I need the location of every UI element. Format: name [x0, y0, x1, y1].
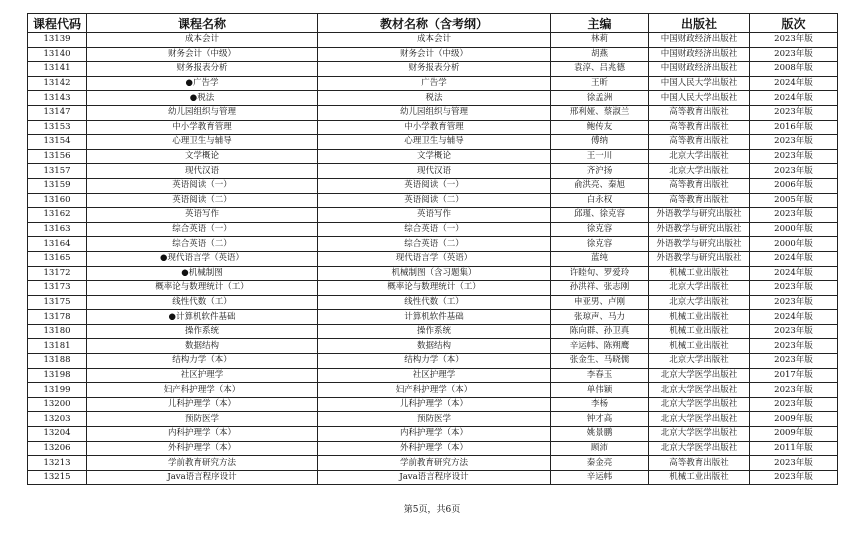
table-row — [28, 105, 838, 120]
cell-course-name: 操作系统 — [87, 324, 318, 339]
cell-course-name: 学前教育研究方法 — [87, 456, 318, 471]
cell-textbook-name: 儿科护理学（本） — [318, 397, 551, 412]
table-row — [28, 295, 838, 310]
cell-publisher: 高等教育出版社 — [649, 105, 750, 120]
cell-publisher: 高等教育出版社 — [649, 178, 750, 193]
cell-textbook-name: 学前教育研究方法 — [318, 456, 551, 471]
table-row — [28, 310, 838, 325]
cell-publisher: 北京大学医学出版社 — [649, 441, 750, 456]
cell-course-name: 数据结构 — [87, 339, 318, 354]
cell-course-code: 13215 — [28, 470, 87, 485]
cell-course-name: ●广告学 — [87, 76, 318, 91]
cell-publisher: 北京大学医学出版社 — [649, 412, 750, 427]
cell-edition: 2023年版 — [750, 470, 838, 485]
cell-publisher: 北京大学医学出版社 — [649, 368, 750, 383]
cell-course-code: 13206 — [28, 441, 87, 456]
cell-editor: 白永权 — [551, 193, 649, 208]
cell-course-code: 13180 — [28, 324, 87, 339]
cell-textbook-name: 成本会计 — [318, 33, 551, 48]
table-header-row — [28, 14, 838, 33]
cell-edition: 2008年版 — [750, 62, 838, 77]
cell-edition: 2023年版 — [750, 324, 838, 339]
cell-editor: 张金生、马晓儒 — [551, 354, 649, 369]
cell-editor: 胡燕 — [551, 47, 649, 62]
cell-course-name: 心理卫生与辅导 — [87, 135, 318, 150]
cell-editor: 林莉 — [551, 33, 649, 48]
cell-course-code: 13213 — [28, 456, 87, 471]
cell-edition: 2000年版 — [750, 222, 838, 237]
cell-editor: 邢利娅、蔡淑兰 — [551, 105, 649, 120]
cell-course-name: 中小学教育管理 — [87, 120, 318, 135]
cell-edition: 2023年版 — [750, 135, 838, 150]
header-editor: 主编 — [551, 14, 649, 33]
cell-textbook-name: 幼儿园组织与管理 — [318, 105, 551, 120]
cell-textbook-name: 外科护理学（本） — [318, 441, 551, 456]
table-row — [28, 427, 838, 442]
table-row — [28, 164, 838, 179]
table-row — [28, 47, 838, 62]
cell-publisher: 高等教育出版社 — [649, 135, 750, 150]
cell-edition: 2023年版 — [750, 33, 838, 48]
cell-editor: 傅纳 — [551, 135, 649, 150]
table-row — [28, 76, 838, 91]
cell-course-code: 13198 — [28, 368, 87, 383]
cell-edition: 2023年版 — [750, 208, 838, 223]
cell-textbook-name: 财务报表分析 — [318, 62, 551, 77]
cell-textbook-name: 结构力学（本） — [318, 354, 551, 369]
table-row — [28, 456, 838, 471]
cell-course-name: 幼儿园组织与管理 — [87, 105, 318, 120]
table-row — [28, 178, 838, 193]
cell-editor: 徐孟洲 — [551, 91, 649, 106]
cell-editor: 袁淳、吕兆德 — [551, 62, 649, 77]
cell-course-name: 成本会计 — [87, 33, 318, 48]
cell-course-code: 13160 — [28, 193, 87, 208]
document-page — [27, 13, 837, 485]
cell-course-code: 13147 — [28, 105, 87, 120]
cell-publisher: 北京大学医学出版社 — [649, 397, 750, 412]
cell-edition: 2017年版 — [750, 368, 838, 383]
cell-edition: 2009年版 — [750, 427, 838, 442]
cell-course-code: 13140 — [28, 47, 87, 62]
cell-edition: 2023年版 — [750, 383, 838, 398]
cell-publisher: 中国财政经济出版社 — [649, 47, 750, 62]
table-row — [28, 368, 838, 383]
table-row — [28, 135, 838, 150]
cell-publisher: 机械工业出版社 — [649, 470, 750, 485]
cell-publisher: 北京大学出版社 — [649, 164, 750, 179]
table-row — [28, 251, 838, 266]
cell-publisher: 北京大学医学出版社 — [649, 383, 750, 398]
cell-course-name: ●税法 — [87, 91, 318, 106]
table-row — [28, 222, 838, 237]
table-row — [28, 470, 838, 485]
cell-editor: 鲍传友 — [551, 120, 649, 135]
cell-course-code: 13163 — [28, 222, 87, 237]
cell-editor: 李春玉 — [551, 368, 649, 383]
cell-editor: 王昕 — [551, 76, 649, 91]
cell-course-code: 13164 — [28, 237, 87, 252]
cell-editor: 辛运帏 — [551, 470, 649, 485]
header-publisher: 出版社 — [649, 14, 750, 33]
cell-course-name: ●计算机软件基础 — [87, 310, 318, 325]
cell-textbook-name: 广告学 — [318, 76, 551, 91]
cell-course-code: 13188 — [28, 354, 87, 369]
table-row — [28, 120, 838, 135]
cell-course-name: 财务报表分析 — [87, 62, 318, 77]
cell-publisher: 中国财政经济出版社 — [649, 33, 750, 48]
cell-editor: 申亚男、卢刚 — [551, 295, 649, 310]
cell-course-code: 13141 — [28, 62, 87, 77]
cell-textbook-name: 心理卫生与辅导 — [318, 135, 551, 150]
cell-course-name: 内科护理学（本） — [87, 427, 318, 442]
cell-course-code: 13142 — [28, 76, 87, 91]
cell-editor: 王一川 — [551, 149, 649, 164]
cell-editor: 徐克容 — [551, 222, 649, 237]
cell-course-name: 概率论与数理统计（工） — [87, 281, 318, 296]
cell-course-code: 13203 — [28, 412, 87, 427]
cell-course-name: Java语言程序设计 — [87, 470, 318, 485]
cell-course-code: 13165 — [28, 251, 87, 266]
table-row — [28, 266, 838, 281]
cell-course-name: ●现代语言学（英语） — [87, 251, 318, 266]
cell-editor: 秦金亮 — [551, 456, 649, 471]
cell-textbook-name: 操作系统 — [318, 324, 551, 339]
cell-course-code: 13175 — [28, 295, 87, 310]
cell-course-name: 英语写作 — [87, 208, 318, 223]
table-row — [28, 397, 838, 412]
table-row — [28, 208, 838, 223]
cell-course-name: 英语阅读（一） — [87, 178, 318, 193]
cell-edition: 2023年版 — [750, 281, 838, 296]
cell-editor: 李杨 — [551, 397, 649, 412]
cell-course-code: 13173 — [28, 281, 87, 296]
cell-textbook-name: 内科护理学（本） — [318, 427, 551, 442]
cell-publisher: 中国人民大学出版社 — [649, 91, 750, 106]
page-footer: 第5页，共6页 — [403, 505, 461, 515]
cell-course-name: 妇产科护理学（本） — [87, 383, 318, 398]
cell-textbook-name: 英语阅读（一） — [318, 178, 551, 193]
cell-edition: 2023年版 — [750, 149, 838, 164]
cell-edition: 2006年版 — [750, 178, 838, 193]
cell-edition: 2011年版 — [750, 441, 838, 456]
cell-editor: 邱瑾、徐克容 — [551, 208, 649, 223]
cell-editor: 孙洪祥、张志刚 — [551, 281, 649, 296]
cell-textbook-name: 税法 — [318, 91, 551, 106]
table-row — [28, 193, 838, 208]
cell-textbook-name: 英语写作 — [318, 208, 551, 223]
table-row — [28, 383, 838, 398]
cell-edition: 2009年版 — [750, 412, 838, 427]
cell-publisher: 北京大学出版社 — [649, 354, 750, 369]
cell-publisher: 中国人民大学出版社 — [649, 76, 750, 91]
cell-edition: 2024年版 — [750, 76, 838, 91]
cell-publisher: 北京大学出版社 — [649, 295, 750, 310]
cell-textbook-name: 预防医学 — [318, 412, 551, 427]
cell-editor: 辛运帏、陈朔鹰 — [551, 339, 649, 354]
cell-edition: 2023年版 — [750, 47, 838, 62]
cell-publisher: 外语教学与研究出版社 — [649, 222, 750, 237]
cell-publisher: 北京大学出版社 — [649, 281, 750, 296]
header-course-code: 课程代码 — [28, 14, 87, 33]
header-edition: 版次 — [750, 14, 838, 33]
cell-course-name: 外科护理学（本） — [87, 441, 318, 456]
cell-course-code: 13204 — [28, 427, 87, 442]
cell-textbook-name: 社区护理学 — [318, 368, 551, 383]
cell-course-name: 英语阅读（二） — [87, 193, 318, 208]
cell-textbook-name: 数据结构 — [318, 339, 551, 354]
cell-edition: 2023年版 — [750, 354, 838, 369]
cell-course-code: 13199 — [28, 383, 87, 398]
cell-editor: 许睦旬、罗爱玲 — [551, 266, 649, 281]
cell-publisher: 北京大学出版社 — [649, 149, 750, 164]
cell-editor: 徐克容 — [551, 237, 649, 252]
cell-publisher: 高等教育出版社 — [649, 456, 750, 471]
table-row — [28, 33, 838, 48]
cell-editor: 顾沛 — [551, 441, 649, 456]
cell-course-name: 线性代数（工） — [87, 295, 318, 310]
table-row — [28, 281, 838, 296]
cell-course-code: 13200 — [28, 397, 87, 412]
cell-editor: 俞洪亮、秦旭 — [551, 178, 649, 193]
table-body — [28, 33, 838, 485]
cell-course-code: 13153 — [28, 120, 87, 135]
cell-publisher: 外语教学与研究出版社 — [649, 237, 750, 252]
cell-course-code: 13143 — [28, 91, 87, 106]
table-row — [28, 62, 838, 77]
cell-course-code: 13162 — [28, 208, 87, 223]
table-row — [28, 339, 838, 354]
cell-publisher: 机械工业出版社 — [649, 310, 750, 325]
cell-course-name: 预防医学 — [87, 412, 318, 427]
cell-edition: 2023年版 — [750, 339, 838, 354]
cell-editor: 钟才高 — [551, 412, 649, 427]
cell-course-name: 儿科护理学（本） — [87, 397, 318, 412]
cell-publisher: 中国财政经济出版社 — [649, 62, 750, 77]
cell-edition: 2023年版 — [750, 456, 838, 471]
cell-course-name: 结构力学（本） — [87, 354, 318, 369]
cell-course-name: ●机械制图 — [87, 266, 318, 281]
cell-course-name: 文学概论 — [87, 149, 318, 164]
table-row — [28, 412, 838, 427]
header-course-name: 课程名称 — [87, 14, 318, 33]
cell-editor: 单伟颖 — [551, 383, 649, 398]
cell-edition: 2016年版 — [750, 120, 838, 135]
cell-course-code: 13178 — [28, 310, 87, 325]
cell-course-code: 13157 — [28, 164, 87, 179]
cell-textbook-name: 计算机软件基础 — [318, 310, 551, 325]
cell-textbook-name: 现代汉语 — [318, 164, 551, 179]
table-row — [28, 91, 838, 106]
header-textbook-name: 教材名称（含考纲） — [318, 14, 551, 33]
cell-textbook-name: 现代语言学（英语） — [318, 251, 551, 266]
course-textbook-table — [27, 13, 838, 485]
cell-edition: 2000年版 — [750, 237, 838, 252]
cell-publisher: 外语教学与研究出版社 — [649, 251, 750, 266]
table-row — [28, 354, 838, 369]
cell-publisher: 机械工业出版社 — [649, 339, 750, 354]
cell-course-name: 社区护理学 — [87, 368, 318, 383]
cell-course-name: 综合英语（一） — [87, 222, 318, 237]
table-row — [28, 441, 838, 456]
cell-edition: 2024年版 — [750, 91, 838, 106]
cell-course-code: 13172 — [28, 266, 87, 281]
cell-editor: 姚景鹏 — [551, 427, 649, 442]
cell-edition: 2023年版 — [750, 164, 838, 179]
cell-editor: 齐沪扬 — [551, 164, 649, 179]
cell-textbook-name: 综合英语（一） — [318, 222, 551, 237]
cell-textbook-name: 妇产科护理学（本） — [318, 383, 551, 398]
cell-textbook-name: 英语阅读（二） — [318, 193, 551, 208]
cell-textbook-name: 文学概论 — [318, 149, 551, 164]
cell-edition: 2024年版 — [750, 310, 838, 325]
cell-course-name: 综合英语（二） — [87, 237, 318, 252]
table-row — [28, 237, 838, 252]
cell-textbook-name: 综合英语（二） — [318, 237, 551, 252]
cell-edition: 2023年版 — [750, 105, 838, 120]
cell-course-code: 13181 — [28, 339, 87, 354]
cell-textbook-name: 中小学教育管理 — [318, 120, 551, 135]
cell-edition: 2024年版 — [750, 251, 838, 266]
cell-course-code: 13159 — [28, 178, 87, 193]
cell-publisher: 机械工业出版社 — [649, 324, 750, 339]
cell-publisher: 高等教育出版社 — [649, 120, 750, 135]
cell-course-code: 13154 — [28, 135, 87, 150]
cell-edition: 2005年版 — [750, 193, 838, 208]
cell-textbook-name: 线性代数（工） — [318, 295, 551, 310]
cell-textbook-name: Java语言程序设计 — [318, 470, 551, 485]
cell-edition: 2023年版 — [750, 295, 838, 310]
cell-course-name: 财务会计（中级） — [87, 47, 318, 62]
cell-publisher: 北京大学医学出版社 — [649, 427, 750, 442]
cell-publisher: 高等教育出版社 — [649, 193, 750, 208]
table-row — [28, 149, 838, 164]
cell-editor: 蓝纯 — [551, 251, 649, 266]
cell-publisher: 外语教学与研究出版社 — [649, 208, 750, 223]
cell-textbook-name: 财务会计（中级） — [318, 47, 551, 62]
cell-course-code: 13139 — [28, 33, 87, 48]
cell-edition: 2024年版 — [750, 266, 838, 281]
cell-editor: 张琼声、马力 — [551, 310, 649, 325]
cell-editor: 陈向群、孙卫真 — [551, 324, 649, 339]
table-row — [28, 324, 838, 339]
cell-course-name: 现代汉语 — [87, 164, 318, 179]
cell-publisher: 机械工业出版社 — [649, 266, 750, 281]
cell-textbook-name: 概率论与数理统计（工） — [318, 281, 551, 296]
cell-textbook-name: 机械制图（含习题集） — [318, 266, 551, 281]
cell-edition: 2023年版 — [750, 397, 838, 412]
cell-course-code: 13156 — [28, 149, 87, 164]
